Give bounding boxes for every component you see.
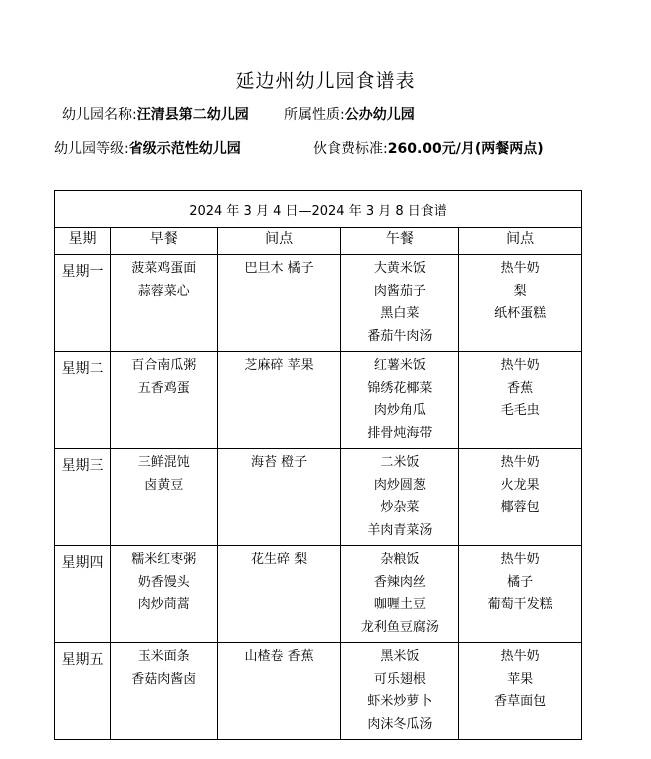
menu-item: 可乐翅根: [373, 671, 426, 687]
kindergarten-nature: [284, 104, 415, 124]
menu-item: 黑白菜: [380, 306, 420, 321]
table-row: [55, 643, 582, 740]
menu-item: 锦绣花椰菜: [367, 380, 433, 396]
menu-item: 咖喱土豆: [373, 597, 426, 612]
menu-item: 肉酱茄子: [373, 283, 426, 299]
menu-item: 三鲜混饨: [137, 455, 190, 470]
menu-item: 番茄牛肉汤: [367, 328, 433, 344]
meal-fee-label: 伙食费标准:: [313, 141, 388, 157]
menu-item: 巴旦木 橘子: [244, 261, 314, 276]
menu-item: 梨: [513, 283, 527, 299]
menu-item: 肉沫冬瓜汤: [367, 716, 433, 732]
menu-item: 红薯米饭: [373, 358, 426, 373]
menu-item: 苹果: [507, 671, 534, 687]
menu-item: 热牛奶: [500, 649, 540, 664]
lunch-cell: [341, 255, 459, 352]
menu-item: 热牛奶: [500, 358, 540, 373]
header-lunch: 午餐: [341, 228, 459, 255]
day-cell: 星期五: [55, 643, 111, 740]
kindergarten-grade-value: 省级示范性幼儿园: [128, 141, 241, 157]
menu-item: 肉炒角瓜: [373, 403, 426, 418]
page-title: 延边州幼儿园食谱表: [235, 70, 416, 92]
table-row: [55, 255, 582, 352]
menu-item: 橘子: [507, 574, 534, 590]
menu-item: 蒜蓉菜心: [137, 283, 190, 299]
header-breakfast: 早餐: [110, 228, 217, 255]
menu-item: 肉炒茼蒿: [137, 597, 190, 612]
day-cell: 星期一: [55, 255, 111, 352]
menu-item: 香蕉: [507, 380, 534, 396]
breakfast-cell: [110, 643, 217, 740]
kindergarten-name: [62, 104, 249, 124]
meal-fee: [313, 138, 544, 158]
day-cell: 星期四: [55, 546, 111, 643]
lunch-cell: [341, 643, 459, 740]
lunch-cell: [341, 449, 459, 546]
menu-item: 热牛奶: [500, 261, 540, 276]
menu-item: 羊肉青菜汤: [367, 522, 433, 538]
menu-item: 奶香馒头: [137, 574, 190, 590]
day-cell: 星期三: [55, 449, 111, 546]
table-row: [55, 352, 582, 449]
menu-item: 山楂卷 香蕉: [244, 649, 314, 664]
menu-item: 炒杂菜: [380, 500, 420, 515]
menu-table: [54, 190, 582, 740]
menu-item: 龙利鱼豆腐汤: [360, 619, 439, 635]
menu-item: 菠菜鸡蛋面: [131, 261, 197, 276]
kindergarten-name-label: 幼儿园名称:: [62, 107, 137, 123]
afternoon-snack-cell: [459, 449, 582, 546]
meal-fee-value: 260.00元/月(两餐两点): [387, 141, 544, 157]
menu-item: 纸杯蛋糕: [494, 306, 547, 321]
table-row: [55, 546, 582, 643]
menu-item: 五香鸡蛋: [137, 380, 190, 396]
morning-snack-cell: [217, 449, 341, 546]
breakfast-cell: [110, 546, 217, 643]
breakfast-cell: [110, 352, 217, 449]
morning-snack-cell: [217, 255, 341, 352]
menu-item: 大黄米饭: [373, 261, 426, 276]
menu-item: 香草面包: [494, 694, 547, 709]
menu-item: 花生碎 梨: [251, 552, 308, 567]
menu-item: 百合南瓜粥: [131, 358, 197, 373]
menu-item: 杂粮饭: [380, 552, 420, 567]
kindergarten-grade: [54, 138, 241, 158]
menu-item: 香辣肉丝: [373, 574, 426, 590]
kindergarten-grade-label: 幼儿园等级:: [54, 141, 129, 157]
menu-item: 椰蓉包: [500, 500, 540, 515]
morning-snack-cell: [217, 352, 341, 449]
menu-item: 玉米面条: [137, 649, 190, 664]
header-morning-snack: 间点: [217, 228, 341, 255]
menu-item: 海苔 橙子: [251, 455, 308, 470]
lunch-cell: [341, 546, 459, 643]
kindergarten-nature-value: 公办幼儿园: [344, 107, 415, 123]
afternoon-snack-cell: [459, 643, 582, 740]
day-cell: 星期二: [55, 352, 111, 449]
menu-item: 热牛奶: [500, 455, 540, 470]
kindergarten-nature-label: 所属性质:: [284, 107, 345, 123]
header-afternoon-snack: 间点: [459, 228, 582, 255]
menu-item: 虾米炒萝卜: [367, 694, 433, 709]
menu-item: 芝麻碎 苹果: [244, 358, 314, 373]
afternoon-snack-cell: [459, 546, 582, 643]
menu-item: 火龙果: [500, 477, 540, 493]
breakfast-cell: [110, 255, 217, 352]
menu-item: 二米饭: [380, 455, 420, 470]
morning-snack-cell: [217, 546, 341, 643]
lunch-cell: [341, 352, 459, 449]
breakfast-cell: [110, 449, 217, 546]
menu-item: 排骨炖海带: [367, 425, 433, 441]
kindergarten-name-value: 汪清县第二幼儿园: [136, 107, 249, 123]
morning-snack-cell: [217, 643, 341, 740]
menu-item: 葡萄干发糕: [487, 597, 553, 612]
menu-item: 毛毛虫: [500, 403, 540, 418]
menu-item: 糯米红枣粥: [131, 552, 197, 567]
afternoon-snack-cell: [459, 352, 582, 449]
menu-item: 肉炒圆葱: [373, 477, 426, 493]
menu-item: 热牛奶: [500, 552, 540, 567]
afternoon-snack-cell: [459, 255, 582, 352]
menu-item: 黑米饭: [380, 649, 420, 664]
header-day: 星期: [55, 228, 111, 255]
menu-item: 卤黄豆: [144, 477, 184, 493]
menu-header-row: [55, 228, 582, 255]
menu-item: 香菇肉酱卤: [131, 671, 197, 687]
table-row: [55, 449, 582, 546]
menu-body: [55, 255, 582, 740]
menu-caption: 2024 年 3 月 4 日—2024 年 3 月 8 日食谱: [55, 191, 582, 228]
